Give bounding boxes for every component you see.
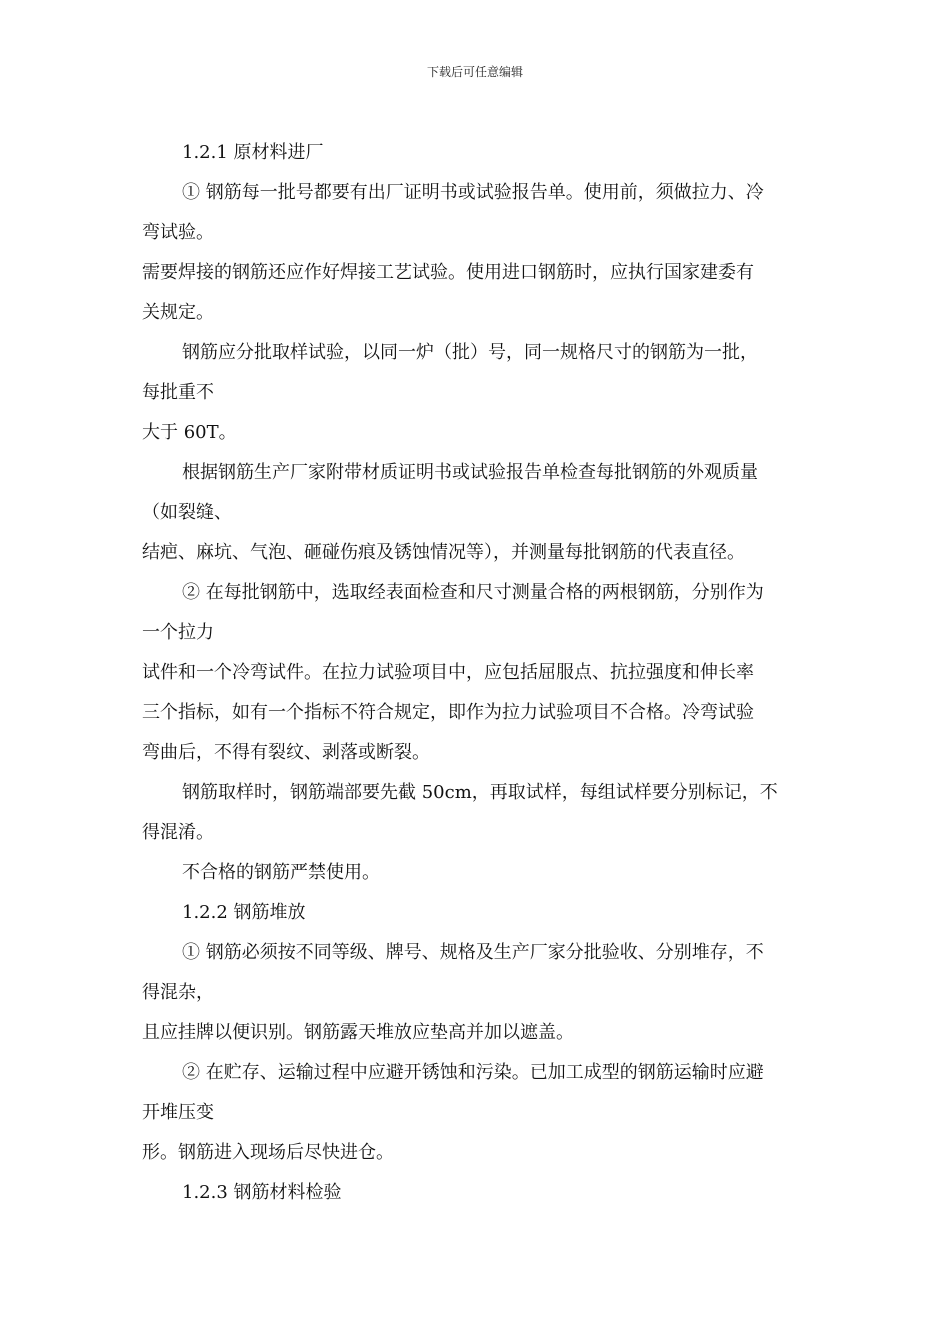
page-header: 下载后可任意编辑 <box>426 65 523 79</box>
paragraph-line: 一个拉力 <box>142 622 214 643</box>
paragraph-line: 关规定。 <box>142 302 214 323</box>
paragraph-line: ② 在每批钢筋中，选取经表面检查和尺寸测量合格的两根钢筋，分别作为 <box>182 582 764 603</box>
paragraph-line: 三个指标，如有一个指标不符合规定，即作为拉力试验项目不合格。冷弯试验 <box>142 702 754 723</box>
paragraph-line: 钢筋取样时，钢筋端部要先截 50cm，再取试样，每组试样要分别标记，不 <box>182 782 778 803</box>
document-body <box>142 133 810 1213</box>
paragraph-line: 需要焊接的钢筋还应作好焊接工艺试验。使用进口钢筋时，应执行国家建委有 <box>142 262 754 283</box>
paragraph-line: 试件和一个冷弯试件。在拉力试验项目中，应包括屈服点、抗拉强度和伸长率 <box>142 662 754 683</box>
section-heading-1-2-1: 1.2.1 原材料进厂 <box>182 142 324 163</box>
paragraph-line: 大于 60T。 <box>142 422 237 443</box>
paragraph-line: 每批重不 <box>142 382 214 403</box>
paragraph-line: 钢筋应分批取样试验，以同一炉（批）号，同一规格尺寸的钢筋为一批， <box>182 342 758 363</box>
paragraph-line: 弯试验。 <box>142 222 214 243</box>
section-heading-1-2-3: 1.2.3 钢筋材料检验 <box>182 1182 342 1203</box>
paragraph-line: 不合格的钢筋严禁使用。 <box>182 862 380 883</box>
paragraph-line: 弯曲后，不得有裂纹、剥落或断裂。 <box>142 742 430 763</box>
paragraph-line: ② 在贮存、运输过程中应避开锈蚀和污染。已加工成型的钢筋运输时应避 <box>182 1062 764 1083</box>
paragraph-line: 根据钢筋生产厂家附带材质证明书或试验报告单检查每批钢筋的外观质量 <box>182 462 758 483</box>
paragraph-line: ① 钢筋必须按不同等级、牌号、规格及生产厂家分批验收、分别堆存，不 <box>182 942 764 963</box>
paragraph-line: ① 钢筋每一批号都要有出厂证明书或试验报告单。使用前，须做拉力、冷 <box>182 182 764 203</box>
paragraph-line: 且应挂牌以便识别。钢筋露天堆放应垫高并加以遮盖。 <box>142 1022 574 1043</box>
paragraph-line: 得混淆。 <box>142 822 214 843</box>
paragraph-line: 结疤、麻坑、气泡、砸碰伤痕及锈蚀情况等），并测量每批钢筋的代表直径。 <box>142 542 745 563</box>
paragraph-line: 得混杂， <box>142 982 214 1003</box>
section-heading-1-2-2: 1.2.2 钢筋堆放 <box>182 902 306 923</box>
paragraph-line: 形。钢筋进入现场后尽快进仓。 <box>142 1142 394 1163</box>
paragraph-line: 开堆压变 <box>142 1102 214 1123</box>
paragraph-line: （如裂缝、 <box>142 502 232 523</box>
